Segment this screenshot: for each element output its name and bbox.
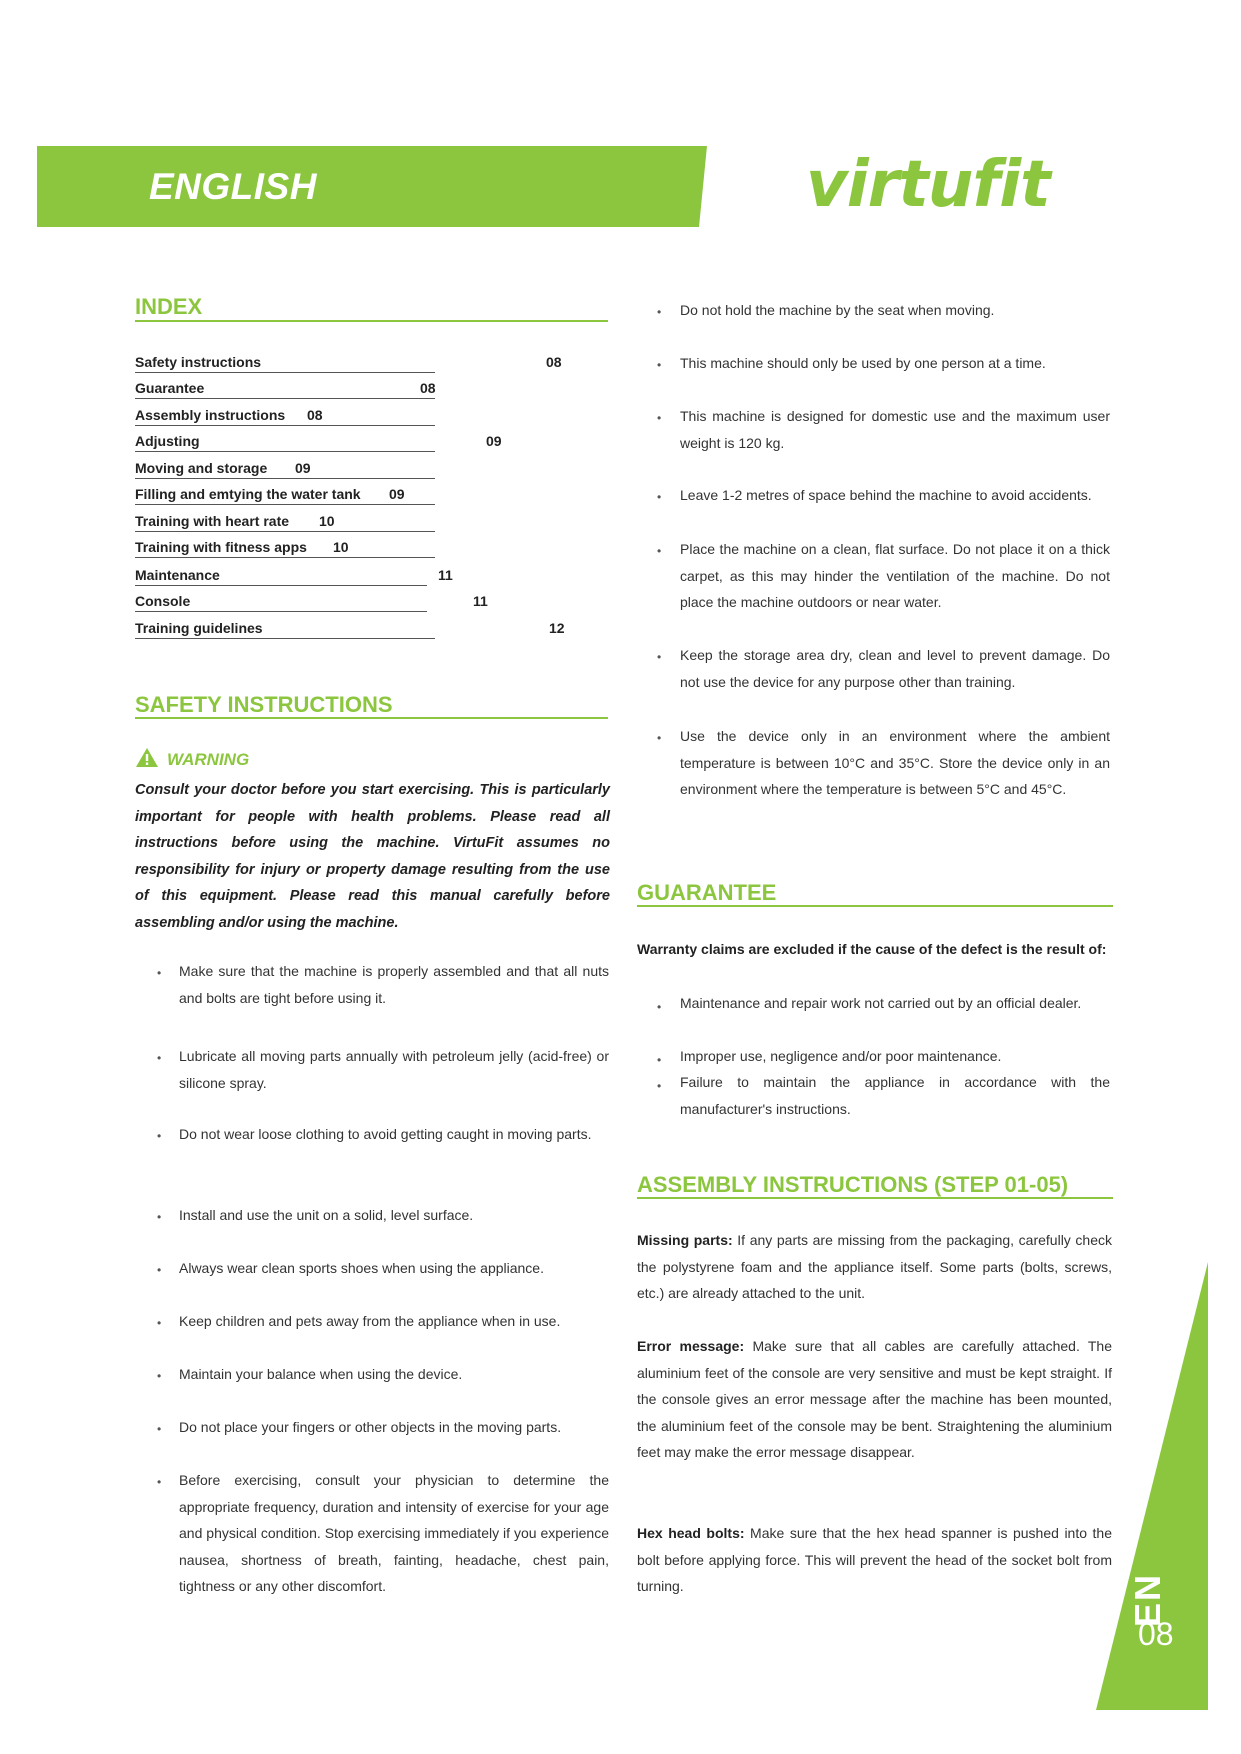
safety-bullet: Make sure that the machine is properly assembled and that all nuts and bolts are tight before using it. <box>179 963 609 1006</box>
safety-bullet: Do not hold the machine by the seat when moving. <box>680 302 995 318</box>
safety-bullet: Leave 1-2 metres of space behind the machine to avoid accidents. <box>680 487 1092 503</box>
banner-shape <box>37 146 707 227</box>
assembly-paragraph-missing-parts <box>637 1227 1112 1307</box>
bullet-dot: • <box>157 1210 162 1224</box>
bullet-dot: • <box>657 358 662 372</box>
bullet-dot: • <box>157 1316 162 1330</box>
safety-bullet: Maintain your balance when using the device. <box>179 1366 463 1382</box>
index-rule <box>135 531 435 532</box>
safety-bullet: Keep children and pets away from the appliance when in use. <box>179 1313 561 1329</box>
safety-bullet: Place the machine on a clean, flat surface. Do not place it on a thick carpet, as this may hinder the ventilation of the machine. Do not place the machine outdoors or near water. <box>680 541 1110 610</box>
index-item[interactable]: Safety instructions <box>135 354 262 370</box>
safety-bullet: Lubricate all moving parts annually with petroleum jelly (acid-free) or silicone spray. <box>179 1048 609 1091</box>
index-item[interactable]: Moving and storage <box>135 460 268 476</box>
assembly-paragraph-error-message <box>637 1333 1112 1466</box>
banner-title: ENGLISH <box>149 166 317 207</box>
safety-bullet: This machine should only be used by one person at a time. <box>680 355 1046 371</box>
warning-label-text: WARNING <box>167 750 250 769</box>
bullet-dot: • <box>157 1422 162 1436</box>
paragraph-text: Make sure that the hex head spanner is pushed into the bolt before applying force. This will prevent the head of the socket bolt from turning. <box>637 1525 1113 1594</box>
index-page: 08 <box>420 380 436 396</box>
index-rule <box>135 638 435 639</box>
index-page: 09 <box>486 433 502 449</box>
paragraph-text: Make sure that all cables are carefully attached. The aluminium feet of the console are very sensitive and must be kept straight. If the console gives an error message after the machine has been mounted, the aluminium feet of the console may be bent. Straightening the aluminium feet may make the error message disappear. <box>637 1338 1113 1460</box>
safety-bullet: This machine is designed for domestic use and the maximum user weight is 120 kg. <box>680 408 1110 451</box>
index-page: 11 <box>473 593 488 609</box>
warning-text: Consult your doctor before you start exercising. This is particularly important for people with health problems. Please read all instructions before using the machine. VirtuFit assumes no responsibility for injury or property damage resulting from the use of this equipment. Please read this manual carefully before assembling and/or using the machine. <box>135 782 610 931</box>
index-item[interactable]: Guarantee <box>135 380 205 396</box>
paragraph-label: Error message: <box>637 1338 745 1354</box>
assembly-heading-rule <box>637 1197 1113 1199</box>
index-item[interactable]: Training with fitness apps <box>135 539 307 555</box>
index-rule <box>135 425 435 426</box>
safety-bullet: Do not wear loose clothing to avoid getting caught in moving parts. <box>179 1126 592 1142</box>
guarantee-heading-rule <box>637 905 1113 907</box>
bullet-dot: • <box>157 1475 162 1489</box>
safety-bullet: Use the device only in an environment where the ambient temperature is between 10°C and 35°C. Store the device only in an environment where the temperature is between 5°C and 45°C. <box>680 728 1110 797</box>
index-item[interactable]: Filling and emtying the water tank <box>135 486 361 502</box>
safety-bullet: Before exercising, consult your physician to determine the appropriate frequency, duration and intensity of exercise for your age and physical condition. Stop exercising immediately if you experience nausea, shortness of breath, fainting, headache, chest pain, tightness or any other discomfort. <box>179 1472 609 1594</box>
index-rule <box>135 557 435 558</box>
index-page: 10 <box>333 539 349 555</box>
bullet-dot: • <box>657 1000 662 1014</box>
paragraph-label: Missing parts: <box>637 1232 733 1248</box>
index-item[interactable]: Adjusting <box>135 433 200 449</box>
index-item[interactable]: Training guidelines <box>135 620 263 636</box>
index-rule <box>135 398 435 399</box>
index-item[interactable]: Maintenance <box>135 567 220 583</box>
bullet-dot: • <box>157 1129 162 1143</box>
bullet-dot: • <box>657 305 662 319</box>
bullet-dot: • <box>657 544 662 558</box>
brand-logo: virtufit <box>806 148 1050 222</box>
index-rule <box>135 504 435 505</box>
index-item[interactable]: Console <box>135 593 191 609</box>
warning-label <box>135 747 249 770</box>
index-item[interactable]: Assembly instructions <box>135 407 286 423</box>
bullet-dot: • <box>657 1079 662 1093</box>
index-heading-rule <box>135 320 608 322</box>
safety-heading-rule <box>135 717 608 719</box>
bullet-dot: • <box>657 490 662 504</box>
warning-triangle-icon <box>135 747 159 768</box>
bullet-dot: • <box>157 1263 162 1277</box>
bullet-dot: • <box>657 411 662 425</box>
index-page: 08 <box>546 354 562 370</box>
paragraph-text: If any parts are missing from the packaging, carefully check the polystyrene foam and the appliance itself. Some parts (bolts, screws, etc.) are already attached to the unit. <box>637 1232 1113 1301</box>
bullet-dot: • <box>157 966 162 980</box>
language-code: EN <box>1127 1572 1168 1628</box>
safety-bullet: Install and use the unit on a solid, level surface. <box>179 1207 474 1223</box>
language-banner <box>37 146 707 227</box>
guarantee-intro: Warranty claims are excluded if the cause of the defect is the result of: <box>637 941 1107 957</box>
index-page: 09 <box>389 486 405 502</box>
index-page: 08 <box>307 407 323 423</box>
page-number: 08 <box>1138 1616 1174 1652</box>
safety-heading: SAFETY INSTRUCTIONS <box>135 692 393 717</box>
safety-bullet: Keep the storage area dry, clean and level to prevent damage. Do not use the device for any purpose other than training. <box>680 647 1110 690</box>
guarantee-bullet: Improper use, negligence and/or poor maintenance. <box>680 1048 1002 1064</box>
index-page: 09 <box>295 460 311 476</box>
index-rule <box>135 478 435 479</box>
index-page: 10 <box>319 513 335 529</box>
safety-bullet: Always wear clean sports shoes when using the appliance. <box>179 1260 544 1276</box>
index-page: 12 <box>549 620 565 636</box>
guarantee-heading: GUARANTEE <box>637 880 777 905</box>
index-page: 11 <box>438 567 453 583</box>
assembly-heading: ASSEMBLY INSTRUCTIONS (STEP 01-05) <box>637 1172 1069 1197</box>
index-heading: INDEX <box>135 294 203 319</box>
assembly-paragraph-hex-head-bolts <box>637 1520 1112 1600</box>
bullet-dot: • <box>157 1051 162 1065</box>
bullet-dot: • <box>157 1369 162 1383</box>
index-rule <box>135 372 435 373</box>
index-item[interactable]: Training with heart rate <box>135 513 290 529</box>
bullet-dot: • <box>657 1053 662 1067</box>
index-rule <box>135 611 427 612</box>
safety-bullet: Do not place your fingers or other objects in the moving parts. <box>179 1419 562 1435</box>
guarantee-bullet: Maintenance and repair work not carried out by an official dealer. <box>680 995 1082 1011</box>
paragraph-label: Hex head bolts: <box>637 1525 745 1541</box>
bullet-dot: • <box>657 650 662 664</box>
index-rule <box>135 451 435 452</box>
guarantee-bullet: Failure to maintain the appliance in accordance with the manufacturer's instructions. <box>680 1074 1110 1117</box>
bullet-dot: • <box>657 731 662 745</box>
index-rule <box>135 585 427 586</box>
